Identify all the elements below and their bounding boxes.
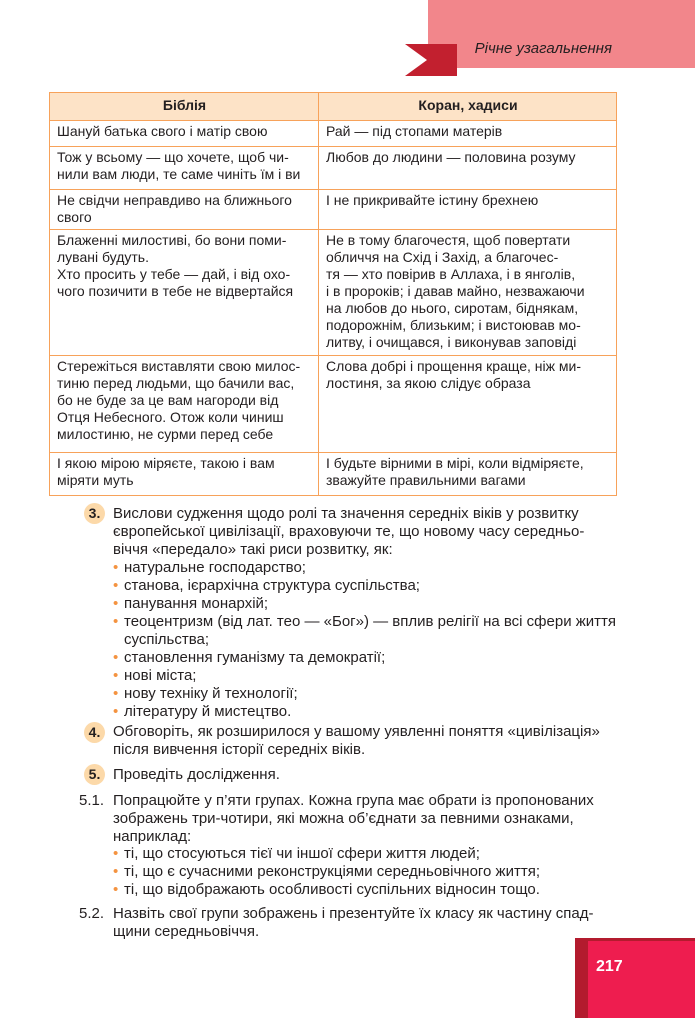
page-number: 217 <box>596 958 623 975</box>
header-ribbon-fold <box>405 44 427 76</box>
task-3-badge: 3. <box>84 503 105 524</box>
table-row <box>50 121 617 147</box>
table-row <box>50 147 617 190</box>
table-cell: Рай — під стопами матерів <box>319 121 617 147</box>
task-5-1-list <box>113 845 623 899</box>
list-item: • станова, ієрархічна структура суспільства; <box>113 577 623 595</box>
table-cell: Любов до людини — половина розуму <box>319 147 617 190</box>
task-3-list <box>113 559 623 721</box>
task-5-2-number: 5.2. <box>79 905 105 922</box>
task-3-text: Вислови судження щодо ролі та значення середніх віків у розвитку європейської цивілізації, враховуючи те, що новому часу середньо- віччя «передало» такі риси розвитку, як: <box>113 505 585 558</box>
table-row <box>50 230 617 356</box>
list-item: • панування монархій; <box>113 595 623 613</box>
task-4-text: Обговоріть, як розширилося у вашому уявленні поняття «цивілізація» після вивчення історії середніх віків. <box>113 723 600 758</box>
task-4-badge: 4. <box>84 722 105 743</box>
table-cell: І будьте вірними в мірі, коли відміряєте, зважуйте правильними вагами <box>319 453 617 496</box>
table-cell: Блаженні милостиві, бо вони поми- лувані будуть. Хто просить у тебе — дай, і від охо- чого позичити в тебе не відвертайся <box>50 230 319 356</box>
list-item: • становлення гуманізму та демократії; <box>113 649 623 667</box>
task-5-badge: 5. <box>84 764 105 785</box>
table-cell: І якою мірою міряєте, такою і вам міряти муть <box>50 453 319 496</box>
list-item: • натуральне господарство; <box>113 559 623 577</box>
table-header-row <box>50 93 617 121</box>
table-cell: Стережіться виставляти свою милос- тиню перед людьми, що бачили вас, бо не буде за це вам нагороди від Отця Небесного. Отож коли чиниш милостиню, не сурми перед себе <box>50 356 319 453</box>
table-cell: Не в тому благочестя, щоб повертати обличчя на Схід і Захід, а благочес- тя — хто повірив в Аллаха, і в янголів, і в пророків; і давав майно, незважаючи на любов до нього, сиротам, біднякам, подорожнім, близьким; і вистоював мо- литву, і очищався, і виконував заповіді <box>319 230 617 356</box>
list-item: • ті, що є сучасними реконструкціями середньовічного життя; <box>113 863 623 881</box>
table-cell: Слова добрі і прощення краще, ніж ми- лостиня, за якою слідує образа <box>319 356 617 453</box>
list-item: • ті, що відображають особливості суспільних відносин тощо. <box>113 881 623 899</box>
table-cell: Тож у всьому — що хочете, щоб чи- нили вам люди, те саме чиніть їм і ви <box>50 147 319 190</box>
task-5-text: Проведіть дослідження. <box>113 766 280 783</box>
list-item: • літературу й мистецтво. <box>113 703 623 721</box>
table-cell: Не свідчи неправдиво на ближнього свого <box>50 190 319 230</box>
table-cell: Шануй батька свого і матір свою <box>50 121 319 147</box>
page-number-tab <box>588 941 695 1018</box>
comparison-table <box>49 92 617 496</box>
table-row <box>50 356 617 453</box>
list-item: • нові міста; <box>113 667 623 685</box>
list-item: • теоцентризм (від лат. тео — «Бог») — вплив релігії на всі сфери життя суспільства; <box>113 613 623 649</box>
table-row <box>50 190 617 230</box>
list-item: • нову техніку й технології; <box>113 685 623 703</box>
table-cell: І не прикривайте істину брехнею <box>319 190 617 230</box>
header-ribbon <box>427 44 457 76</box>
column-header-bible: Біблія <box>50 93 319 121</box>
task-5-1-text: Попрацюйте у п’яти групах. Кожна група має обрати із пропонованих зображень три-чотири, які можна об’єднати за певними ознаками, наприклад: <box>113 792 594 845</box>
list-item: • ті, що стосуються тієї чи іншої сфери життя людей; <box>113 845 623 863</box>
column-header-quran: Коран, хадиси <box>319 93 617 121</box>
header-band <box>428 0 695 68</box>
task-5-1-number: 5.1. <box>79 792 105 809</box>
task-5-2-text: Назвіть свої групи зображень і презентуйте їх класу як частину спад- щини середньовіччя. <box>113 905 594 940</box>
section-title: Річне узагальнення <box>474 40 612 57</box>
table-row <box>50 453 617 496</box>
